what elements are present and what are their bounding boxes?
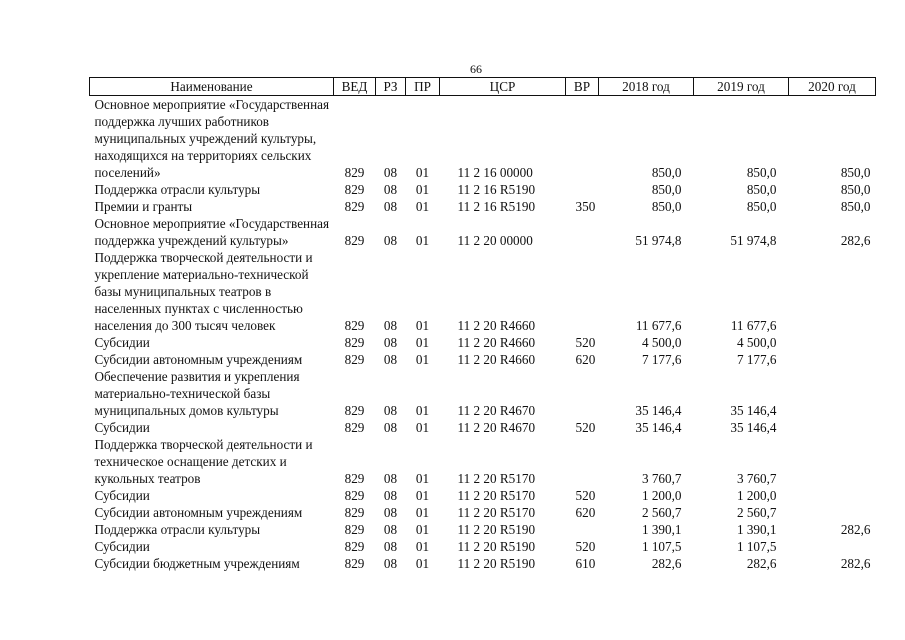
cell-csr: 11 2 20 R4660 (457, 352, 536, 367)
cell-y2019: 850,0 (746, 199, 777, 214)
cell-pr: 01 (415, 505, 430, 520)
cell-y2019: 850,0 (746, 165, 777, 180)
cell-y2018: 282,6 (651, 556, 682, 571)
cell-csr: 11 2 20 00000 (457, 233, 533, 248)
cell-ved: 829 (344, 488, 365, 503)
cell-y2020 (789, 351, 876, 368)
cell-ved: 829 (344, 318, 365, 333)
cell-name: Основное мероприятие «Государственная поддержка учреждений культуры» (94, 216, 330, 248)
cell-y2020: 282,6 (840, 556, 871, 571)
cell-y2020: 282,6 (840, 522, 871, 537)
cell-pr: 01 (415, 420, 430, 435)
cell-y2018: 850,0 (651, 182, 682, 197)
cell-y2018: 850,0 (651, 199, 682, 214)
cell-y2019: 35 146,4 (730, 403, 777, 418)
cell-y2018: 1 200,0 (641, 488, 682, 503)
cell-y2020: 850,0 (840, 182, 871, 197)
table-row (90, 504, 876, 521)
cell-pr: 01 (415, 352, 430, 367)
cell-ved: 829 (344, 522, 365, 537)
cell-pr: 01 (415, 488, 430, 503)
cell-y2020: 282,6 (840, 233, 871, 248)
cell-vr: 520 (575, 335, 596, 350)
table-row (90, 249, 876, 334)
cell-y2019: 1 390,1 (736, 522, 777, 537)
cell-rz: 08 (383, 505, 398, 520)
table-body (90, 96, 876, 573)
cell-name: Поддержка творческой деятельности и укрепление материально-технической базы муниципальных театров в населенных пунктах с численностью населения до 300 тысяч человек (94, 250, 313, 333)
cell-y2019: 2 560,7 (736, 505, 777, 520)
cell-y2020 (789, 368, 876, 419)
cell-y2018: 3 760,7 (641, 471, 682, 486)
cell-y2019: 850,0 (746, 182, 777, 197)
cell-pr: 01 (415, 522, 430, 537)
cell-y2018: 7 177,6 (641, 352, 682, 367)
table-row (90, 181, 876, 198)
cell-csr: 11 2 16 R5190 (457, 182, 536, 197)
cell-ved: 829 (344, 352, 365, 367)
cell-csr: 11 2 20 R4670 (457, 420, 536, 435)
cell-name: Субсидии (94, 335, 150, 350)
cell-vr: 620 (575, 352, 596, 367)
cell-vr: 620 (575, 505, 596, 520)
cell-y2019: 35 146,4 (730, 420, 777, 435)
header-vr: ВР (566, 78, 599, 96)
cell-rz: 08 (383, 352, 398, 367)
cell-name: Субсидии (94, 488, 150, 503)
cell-rz: 08 (383, 556, 398, 571)
cell-ved: 829 (344, 182, 365, 197)
cell-vr (566, 368, 599, 419)
cell-name: Субсидии автономным учреждениям (94, 352, 303, 367)
header-ved: ВЕД (334, 78, 376, 96)
cell-ved: 829 (344, 165, 365, 180)
cell-y2020 (789, 436, 876, 487)
cell-rz: 08 (383, 199, 398, 214)
cell-vr (566, 215, 599, 249)
cell-csr: 11 2 16 R5190 (457, 199, 536, 214)
cell-pr: 01 (415, 539, 430, 554)
table-header (90, 78, 876, 96)
table-row (90, 487, 876, 504)
cell-name: Поддержка творческой деятельности и техническое оснащение детских и кукольных театров (94, 437, 313, 486)
cell-y2019: 4 500,0 (736, 335, 777, 350)
header-2020: 2020 год (789, 78, 876, 96)
header-name: Наименование (90, 78, 334, 96)
cell-ved: 829 (344, 233, 365, 248)
cell-pr: 01 (415, 403, 430, 418)
cell-ved: 829 (344, 335, 365, 350)
cell-csr: 11 2 20 R5170 (457, 488, 536, 503)
cell-rz: 08 (383, 471, 398, 486)
cell-y2018: 35 146,4 (635, 403, 682, 418)
table-row (90, 436, 876, 487)
cell-y2019: 1 200,0 (736, 488, 777, 503)
cell-vr: 350 (575, 199, 596, 214)
cell-csr: 11 2 20 R4660 (457, 318, 536, 333)
table-row (90, 555, 876, 572)
cell-y2020: 850,0 (840, 165, 871, 180)
cell-y2020 (789, 334, 876, 351)
cell-vr (566, 436, 599, 487)
cell-vr (566, 96, 599, 182)
cell-pr: 01 (415, 199, 430, 214)
cell-rz: 08 (383, 488, 398, 503)
cell-y2020 (789, 487, 876, 504)
cell-y2018: 35 146,4 (635, 420, 682, 435)
header-2018: 2018 год (599, 78, 694, 96)
cell-pr: 01 (415, 165, 430, 180)
cell-pr: 01 (415, 182, 430, 197)
table-row (90, 419, 876, 436)
cell-vr: 520 (575, 488, 596, 503)
cell-name: Поддержка отрасли культуры (94, 522, 261, 537)
cell-csr: 11 2 20 R4660 (457, 335, 536, 350)
cell-y2019: 3 760,7 (736, 471, 777, 486)
cell-rz: 08 (383, 420, 398, 435)
cell-name: Основное мероприятие «Государственная поддержка лучших работников муниципальных учреждений культуры, находящихся на территориях сельских поселений» (94, 97, 330, 180)
cell-y2019: 1 107,5 (736, 539, 777, 554)
cell-y2020 (789, 538, 876, 555)
cell-y2018: 2 560,7 (641, 505, 682, 520)
cell-rz: 08 (383, 182, 398, 197)
cell-y2018: 1 390,1 (641, 522, 682, 537)
cell-ved: 829 (344, 556, 365, 571)
cell-ved: 829 (344, 505, 365, 520)
cell-vr: 610 (575, 556, 596, 571)
cell-vr (566, 181, 599, 198)
cell-csr: 11 2 20 R5190 (457, 556, 536, 571)
cell-rz: 08 (383, 318, 398, 333)
cell-name: Премии и гранты (94, 199, 193, 214)
cell-rz: 08 (383, 539, 398, 554)
cell-y2020 (789, 504, 876, 521)
cell-y2019: 282,6 (746, 556, 777, 571)
cell-csr: 11 2 20 R5170 (457, 505, 536, 520)
page-number: 66 (470, 62, 482, 76)
cell-y2018: 51 974,8 (635, 233, 682, 248)
header-2019: 2019 год (694, 78, 789, 96)
cell-ved: 829 (344, 539, 365, 554)
cell-rz: 08 (383, 522, 398, 537)
cell-y2020 (789, 249, 876, 334)
table-row (90, 198, 876, 215)
cell-rz: 08 (383, 165, 398, 180)
cell-name: Обеспечение развития и укрепления материально-технической базы муниципальных домов культуры (94, 369, 300, 418)
cell-pr: 01 (415, 556, 430, 571)
cell-name: Поддержка отрасли культуры (94, 182, 261, 197)
cell-name: Субсидии (94, 420, 150, 435)
table-row (90, 521, 876, 538)
cell-vr (566, 521, 599, 538)
cell-csr: 11 2 20 R5190 (457, 539, 536, 554)
cell-vr: 520 (575, 539, 596, 554)
cell-ved: 829 (344, 471, 365, 486)
cell-ved: 829 (344, 199, 365, 214)
cell-csr: 11 2 16 00000 (457, 165, 533, 180)
cell-y2018: 11 677,6 (635, 318, 682, 333)
table-row (90, 96, 876, 182)
cell-name: Субсидии бюджетным учреждениям (94, 556, 300, 571)
cell-vr: 520 (575, 420, 596, 435)
cell-vr (566, 249, 599, 334)
header-pr: ПР (406, 78, 440, 96)
budget-table (89, 77, 876, 572)
cell-pr: 01 (415, 233, 430, 248)
cell-csr: 11 2 20 R5190 (457, 522, 536, 537)
cell-ved: 829 (344, 420, 365, 435)
cell-y2018: 1 107,5 (641, 539, 682, 554)
cell-rz: 08 (383, 403, 398, 418)
table-row (90, 351, 876, 368)
cell-name: Субсидии автономным учреждениям (94, 505, 303, 520)
table-row (90, 215, 876, 249)
cell-y2020: 850,0 (840, 199, 871, 214)
table-row (90, 368, 876, 419)
header-rz: РЗ (376, 78, 406, 96)
cell-rz: 08 (383, 335, 398, 350)
cell-pr: 01 (415, 335, 430, 350)
cell-y2020 (789, 419, 876, 436)
table-row (90, 334, 876, 351)
cell-pr: 01 (415, 471, 430, 486)
cell-y2019: 11 677,6 (730, 318, 777, 333)
cell-name: Субсидии (94, 539, 150, 554)
cell-csr: 11 2 20 R4670 (457, 403, 536, 418)
cell-y2018: 850,0 (651, 165, 682, 180)
cell-y2019: 51 974,8 (730, 233, 777, 248)
cell-pr: 01 (415, 318, 430, 333)
cell-csr: 11 2 20 R5170 (457, 471, 536, 486)
cell-rz: 08 (383, 233, 398, 248)
header-csr: ЦСР (440, 78, 566, 96)
cell-y2019: 7 177,6 (736, 352, 777, 367)
cell-y2018: 4 500,0 (641, 335, 682, 350)
table-row (90, 538, 876, 555)
cell-ved: 829 (344, 403, 365, 418)
